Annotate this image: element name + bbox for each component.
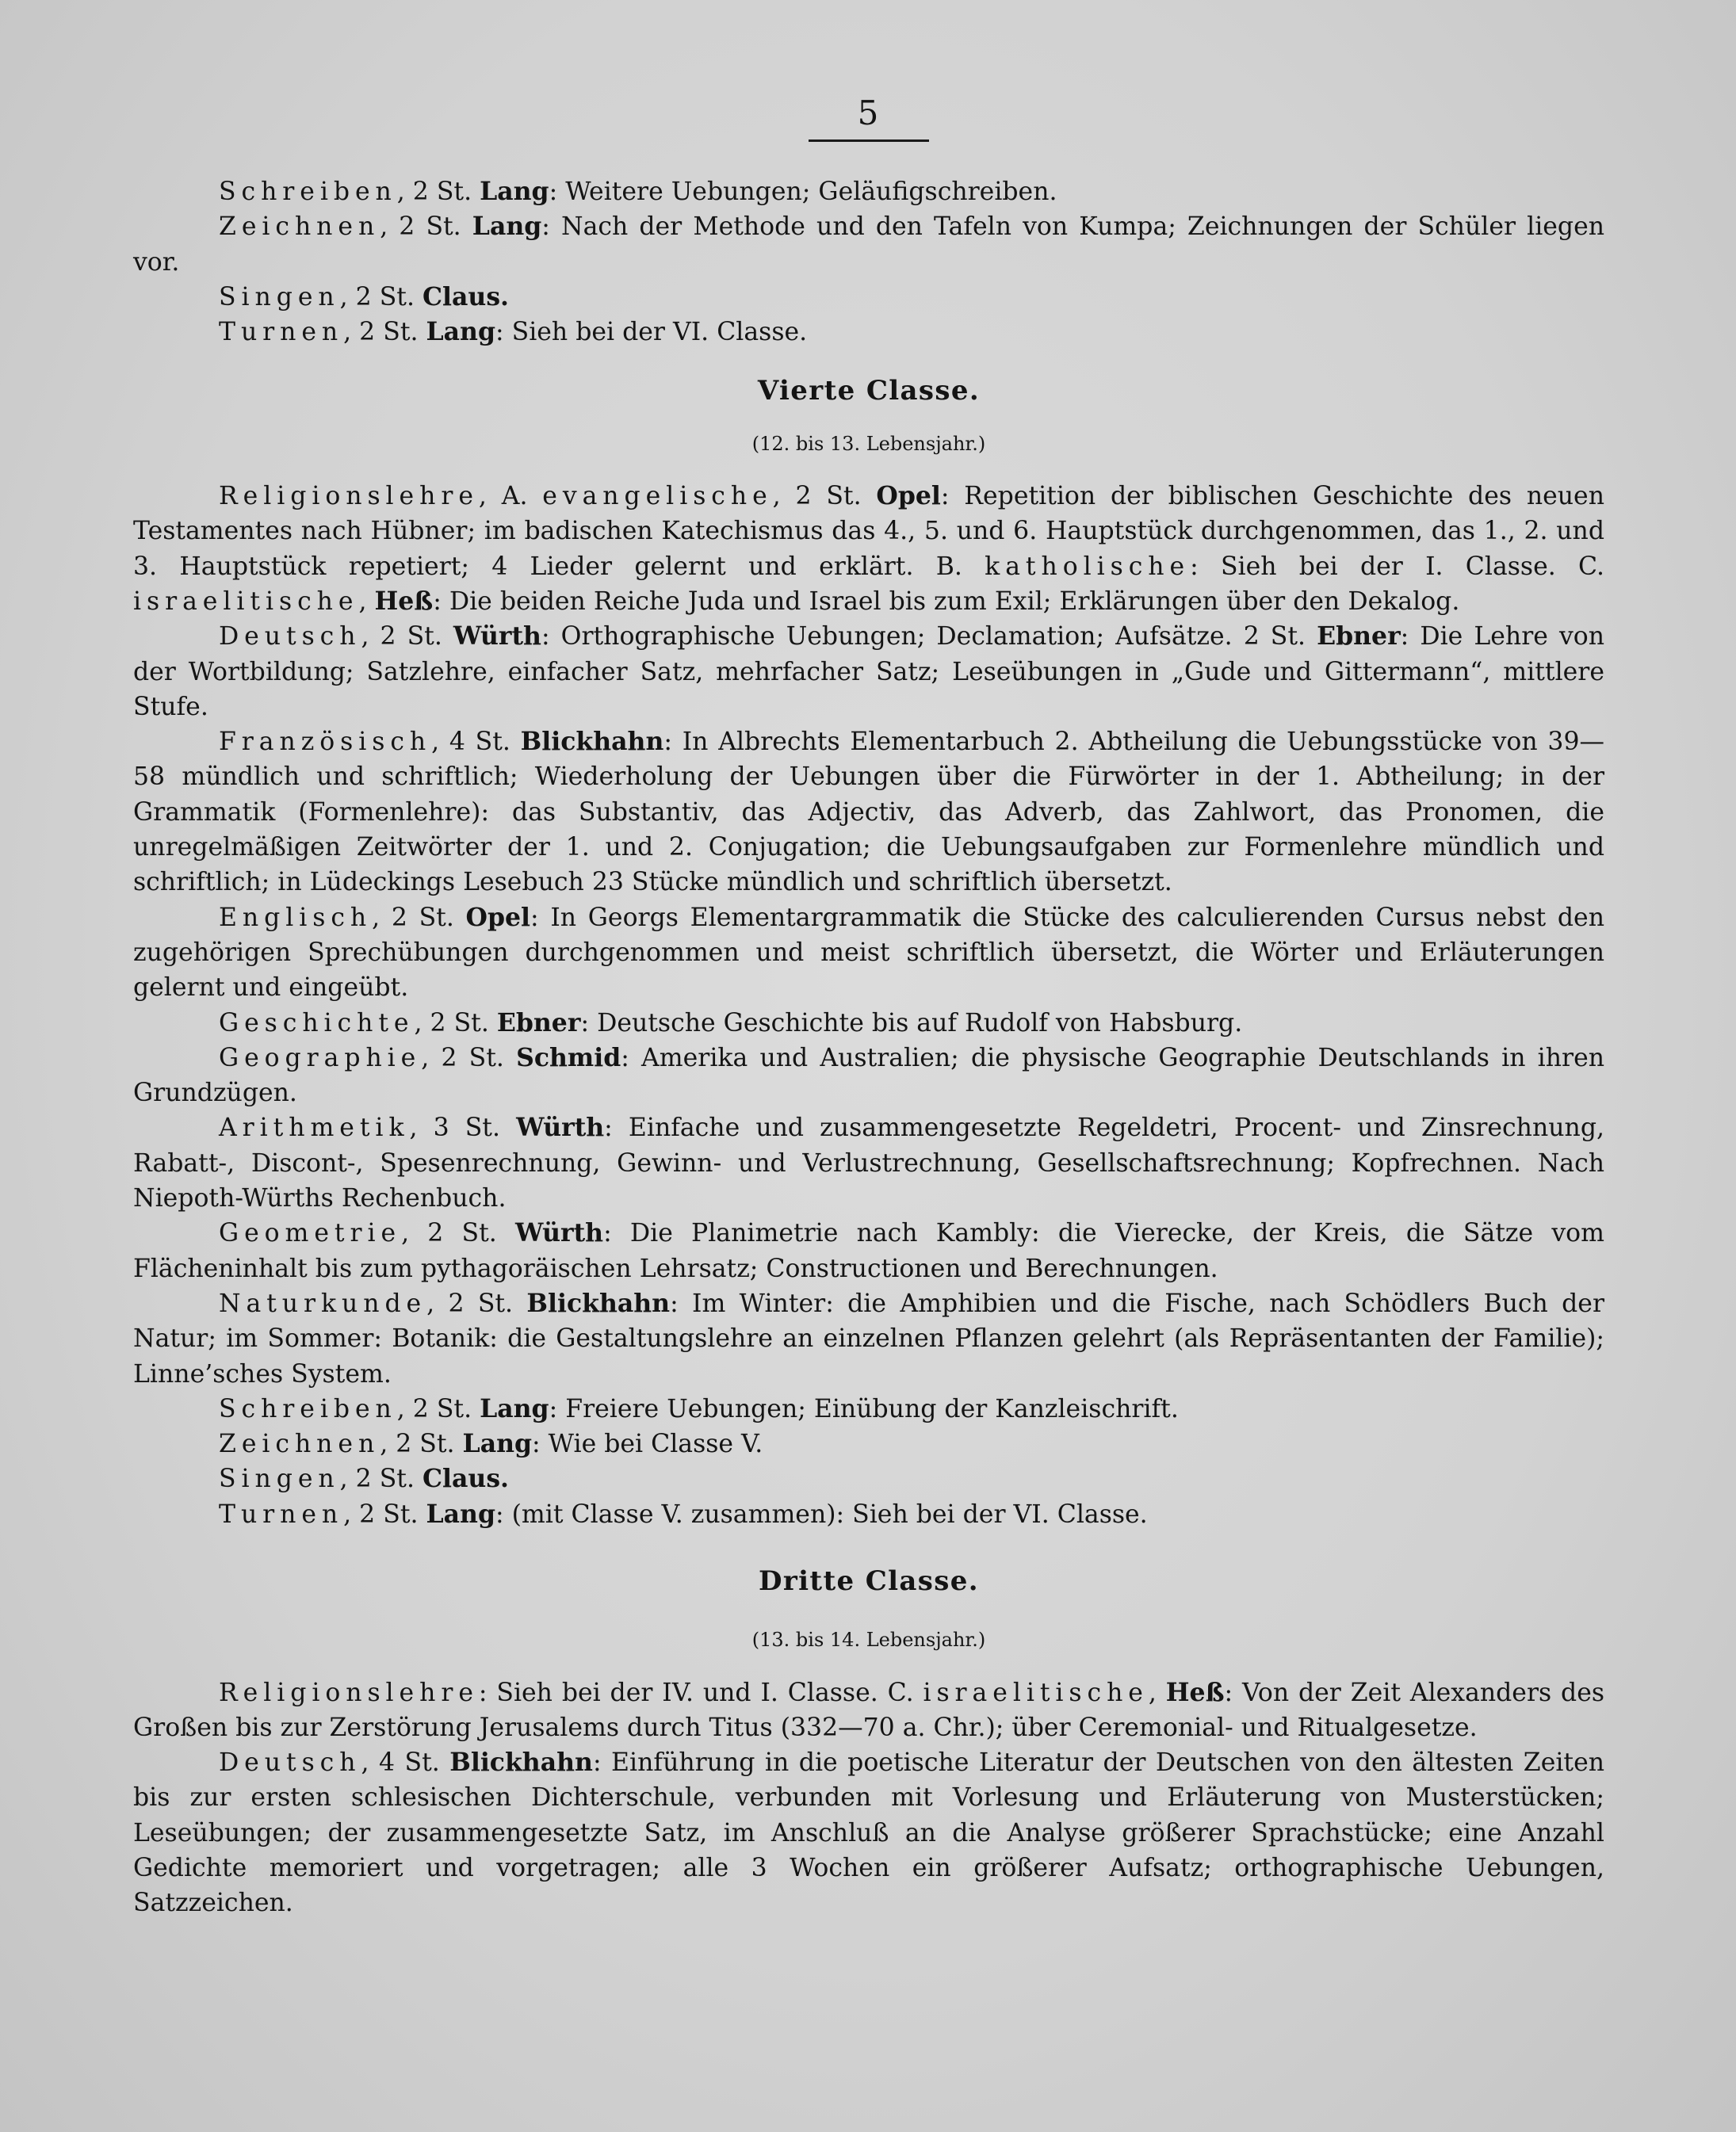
paragraph-singen-iv bbox=[133, 1461, 1604, 1496]
teacher-name: Claus. bbox=[422, 1464, 510, 1494]
teacher-name: Ebner bbox=[1317, 621, 1401, 651]
hours: , 2 St. bbox=[421, 1043, 517, 1072]
subject-name: Naturkunde bbox=[219, 1289, 427, 1318]
subject-name: Geschichte bbox=[219, 1008, 415, 1037]
paragraph-deutsch-iv bbox=[133, 619, 1604, 724]
description: : Nach der Methode und den Tafeln von Kumpa; Zeichnungen der Schüler liegen vor. bbox=[133, 212, 1605, 277]
description: : In Georgs Elementargrammatik die Stücke des calculierenden Cursus nebst den zugehörigen Sprechübungen durchgenommen und meist schriftlich übersetzt, die Wörter und Erläuterungen gelernt und eingeübt. bbox=[133, 903, 1604, 1003]
subject-name: Geographie bbox=[219, 1043, 422, 1072]
subject-name: Singen bbox=[219, 282, 340, 311]
teacher-name: Blickhahn bbox=[520, 727, 664, 757]
subject-name: Schreiben bbox=[219, 178, 397, 206]
teacher-name: Heß bbox=[1165, 1677, 1225, 1707]
description: : In Albrechts Elementarbuch 2. Abtheilung die Uebungsstücke von 39—58 mündlich und schriftlich; Wiederholung der Uebungen über die Fürwörter in der 1. Abtheilung; in der Grammatik (Formenlehre): das Substantiv, das Adjectiv, das Adverb, das Zahlwort, das Pronomen, die unregelmäßigen Zeitwörter der 1. und 2. Conjugation; die Uebungsaufgaben zur Formenlehre mündlich und schriftlich; in Lüdeckings Lesebuch 23 Stücke mündlich und schriftlich übersetzt. bbox=[133, 728, 1604, 897]
section-age-range: (13. bis 14. Lebensjahr.) bbox=[751, 1629, 986, 1652]
document-body bbox=[133, 174, 1604, 1921]
hours: , 2 St. bbox=[401, 1219, 515, 1248]
teacher-name: Ebner bbox=[496, 1007, 581, 1037]
paragraph-naturkunde-iv bbox=[133, 1286, 1604, 1392]
text-run: , 2 St. bbox=[772, 482, 877, 511]
description: : (mit Classe V. zusammen): Sieh bei der VI. Classe. bbox=[495, 1500, 1148, 1529]
spacer bbox=[133, 1599, 1604, 1622]
paragraph-turnen-v bbox=[133, 315, 1604, 350]
subject-name: Religionslehre bbox=[219, 482, 479, 511]
subject-name: Arithmetik bbox=[219, 1114, 410, 1143]
subject-name: Geometrie bbox=[219, 1219, 402, 1248]
paragraph-schreiben-iv bbox=[133, 1392, 1604, 1427]
hours: , 2 St. bbox=[414, 1008, 497, 1037]
denomination: israelitische bbox=[133, 586, 359, 616]
description: : Einführung in die poetische Literatur der Deutschen von den ältesten Zeiten bis zur ersten schlesischen Dichterschule, verbunden mit Vorlesung und Erläuterung von Musterstücken; Leseübungen; der zusammengesetzte Satz, im Anschluß an die Analyse größerer Sprachstücke; eine Anzahl Gedichte memoriert und vorgetragen; alle 3 Wochen ein größerer Aufsatz; orthographische Uebungen, Satzzeichen. bbox=[133, 1748, 1604, 1918]
subject-name: Singen bbox=[219, 1465, 340, 1494]
denomination: evangelische bbox=[542, 482, 773, 511]
text-run: : Sieh bei der I. Classe. C. bbox=[1190, 552, 1604, 581]
spacer bbox=[133, 1532, 1604, 1564]
teacher-name: Blickhahn bbox=[449, 1748, 593, 1778]
paragraph-zeichnen-iv bbox=[133, 1427, 1604, 1461]
denomination: katholische bbox=[985, 552, 1191, 581]
description: : Im Winter: die Amphibien und die Fische, nach Schödlers Buch der Natur; im Sommer: Botanik: die Gestaltungslehre an einzelnen Pflanzen gelehrt (als Repräsentanten der Familie); Linne’sches System. bbox=[133, 1289, 1604, 1389]
hours: , 2 St. bbox=[372, 903, 466, 932]
hours: , 2 St. bbox=[339, 1465, 423, 1494]
teacher-name: Lang bbox=[462, 1429, 533, 1459]
hours: , 4 St. bbox=[431, 728, 521, 757]
teacher-name: Lang bbox=[472, 212, 542, 242]
page-number: 5 bbox=[857, 94, 879, 132]
paragraph-geometrie-iv bbox=[133, 1216, 1604, 1286]
subject-name: Turnen bbox=[219, 318, 344, 347]
hours: , 2 St. bbox=[343, 318, 426, 347]
teacher-name: Lang bbox=[426, 1499, 495, 1529]
description: : Einfache und zusammengesetzte Regeldetri, Procent- und Zinsrechnung, Rabatt-, Discont-, Spesenrechnung, Gewinn- und Verlustrechnung, Gesellschaftsrechnung; Kopfrechnen. Nach Niepoth-Würths Rechenbuch. bbox=[133, 1114, 1605, 1213]
subject-name: Religionslehre bbox=[219, 1678, 479, 1707]
hours: , 4 St. bbox=[361, 1748, 450, 1778]
text-run: , bbox=[358, 586, 375, 616]
teacher-name: Würth bbox=[515, 1218, 604, 1248]
section-age-range: (12. bis 13. Lebensjahr.) bbox=[751, 432, 986, 455]
hours: , 2 St. bbox=[361, 622, 453, 651]
teacher-name: Lang bbox=[480, 1393, 549, 1423]
subject-name: Zeichnen bbox=[219, 212, 380, 242]
subject-name: Turnen bbox=[219, 1500, 344, 1529]
spacer bbox=[133, 409, 1604, 426]
paragraph-deutsch-iii bbox=[133, 1745, 1604, 1920]
spacer bbox=[133, 350, 1604, 373]
description: : Sieh bei der VI. Classe. bbox=[495, 318, 808, 347]
paragraph-religionslehre-iv bbox=[133, 479, 1604, 619]
paragraph-singen-v bbox=[133, 280, 1604, 315]
text-run: : Orthographische Uebungen; Declamation; Aufsätze. 2 St. bbox=[541, 622, 1317, 651]
subject-name: Deutsch bbox=[219, 622, 361, 651]
subject-name: Englisch bbox=[219, 903, 373, 932]
subject-name: Deutsch bbox=[219, 1748, 361, 1778]
hours: , 2 St. bbox=[396, 1394, 480, 1423]
teacher-name: Lang bbox=[480, 177, 549, 206]
teacher-name: Würth bbox=[516, 1113, 605, 1143]
description: : Die Planimetrie nach Kambly: die Vierecke, der Kreis, die Sätze vom Flächeninhalt bis zum pythagoräischen Lehrsatz; Constructionen und Berechnungen. bbox=[133, 1219, 1604, 1283]
teacher-name: Heß bbox=[374, 586, 434, 616]
description: : Amerika und Australien; die physische Geographie Deutschlands in ihren Grundzügen. bbox=[133, 1043, 1605, 1108]
paragraph-arithmetik-iv bbox=[133, 1110, 1604, 1216]
description: : Wie bei Classe V. bbox=[532, 1430, 763, 1459]
text-run: : Repetition der biblischen Geschichte des neuen Testamentes nach Hübner; im badischen Katechismus das 4., 5. und 6. Hauptstück durchgenommen, das 1., 2. und 3. Hauptstück repetiert; 4 Lieder gelernt und erklärt. B. bbox=[133, 482, 1604, 581]
text-run: : Von der Zeit Alexanders des Großen bis zur Zerstörung Jerusalems durch Titus (332—70 a. Chr.); über Ceremonial- und Ritualgesetze. bbox=[133, 1678, 1604, 1742]
text-run: , A. bbox=[478, 482, 543, 511]
teacher-name: Würth bbox=[453, 621, 541, 651]
paragraph-franzoesisch-iv bbox=[133, 724, 1604, 900]
hours: , 2 St. bbox=[343, 1500, 426, 1529]
subject-name: Schreiben bbox=[219, 1394, 397, 1423]
text-run: : Die beiden Reiche Juda und Israel bis zum Exil; Erklärungen über den Dekalog. bbox=[433, 586, 1460, 616]
teacher-name: Opel bbox=[465, 902, 531, 932]
text-run: : Die Lehre von der Wortbildung; Satzlehre, einfacher Satz, mehrfacher Satz; Leseübungen in „Gude und Gittermann“, mittlere Stufe. bbox=[133, 622, 1604, 721]
paragraph-englisch-iv bbox=[133, 900, 1604, 1006]
hours: , 2 St. bbox=[396, 178, 480, 206]
teacher-name: Claus. bbox=[422, 281, 510, 311]
hours: , 3 St. bbox=[409, 1114, 517, 1143]
teacher-name: Opel bbox=[876, 481, 941, 511]
description: : Freiere Uebungen; Einübung der Kanzleischrift. bbox=[549, 1394, 1179, 1423]
description: : Deutsche Geschichte bis auf Rudolf von Habsburg. bbox=[580, 1008, 1243, 1037]
spacer bbox=[133, 1658, 1604, 1675]
teacher-name: Lang bbox=[426, 317, 495, 347]
hours: , 2 St. bbox=[380, 212, 472, 242]
denomination: israelitische bbox=[923, 1678, 1149, 1707]
teacher-name: Blickhahn bbox=[526, 1288, 671, 1318]
paragraph-geschichte-iv bbox=[133, 1006, 1604, 1041]
text-run: , bbox=[1148, 1678, 1166, 1707]
paragraph-zeichnen-v bbox=[133, 209, 1604, 280]
text-run: : Sieh bei der IV. und I. Classe. C. bbox=[478, 1678, 923, 1707]
hours: , 2 St. bbox=[426, 1289, 527, 1318]
subject-name: Zeichnen bbox=[219, 1430, 380, 1459]
paragraph-geographie-iv bbox=[133, 1041, 1604, 1111]
paragraph-schreiben-v bbox=[133, 174, 1604, 209]
paragraph-religionslehre-iii bbox=[133, 1675, 1604, 1746]
hours: , 2 St. bbox=[339, 282, 423, 311]
spacer bbox=[133, 461, 1604, 479]
page-number-rule bbox=[809, 139, 929, 142]
teacher-name: Schmid bbox=[516, 1042, 621, 1072]
section-heading-vierte-classe: Vierte Classe. bbox=[757, 375, 981, 407]
paragraph-turnen-iv bbox=[133, 1497, 1604, 1532]
subject-name: Französisch bbox=[219, 728, 432, 757]
section-heading-dritte-classe: Dritte Classe. bbox=[759, 1565, 979, 1597]
description: : Weitere Uebungen; Geläufigschreiben. bbox=[549, 178, 1057, 206]
hours: , 2 St. bbox=[380, 1430, 463, 1459]
